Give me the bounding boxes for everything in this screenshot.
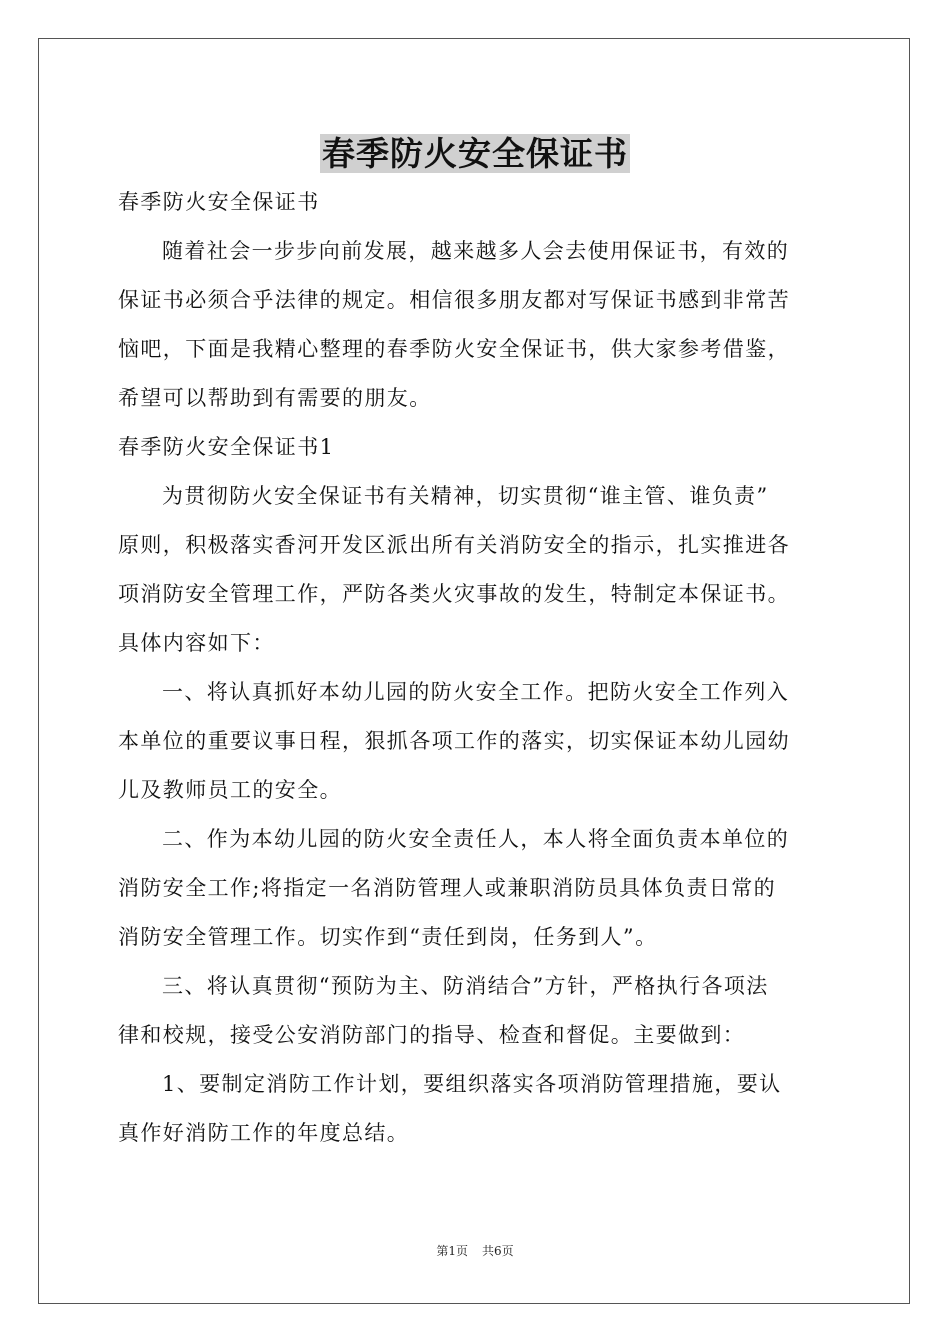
page-number: 第1页 [436,1244,468,1258]
paragraph-line: 消防安全管理工作。切实作到“责任到岗，任务到人”。 [118,925,658,949]
paragraph-line: 原则，积极落实香河开发区派出所有关消防安全的指示，扎实推进各 [118,533,790,557]
paragraph-line: 1、要制定消防工作计划，要组织落实各项消防管理措施，要认 [162,1072,782,1096]
paragraph-line: 为贯彻防火安全保证书有关精神，切实贯彻“谁主管、谁负责” [162,484,769,508]
paragraph-line: 本单位的重要议事日程，狠抓各项工作的落实，切实保证本幼儿园幼 [118,729,790,753]
paragraph-line: 保证书必须合乎法律的规定。相信很多朋友都对写保证书感到非常苦 [118,288,790,312]
paragraph-line: 恼吧，下面是我精心整理的春季防火安全保证书，供大家参考借鉴， [118,337,790,361]
paragraph-line: 消防安全工作;将指定一名消防管理人或兼职消防员具体负责日常的 [118,876,777,900]
paragraph-line: 希望可以帮助到有需要的朋友。 [118,386,432,410]
document-title-text: 春季防火安全保证书 [322,134,628,173]
document-title [0,128,950,175]
paragraph-line: 三、将认真贯彻“预防为主、防消结合”方针，严格执行各项法 [162,974,769,998]
paragraph-line: 一、将认真抓好本幼儿园的防火安全工作。把防火安全工作列入 [162,680,790,704]
paragraph-line: 儿及教师员工的安全。 [118,778,342,802]
paragraph-line: 二、作为本幼儿园的防火安全责任人，本人将全面负责本单位的 [162,827,790,851]
page-footer [0,1242,950,1259]
paragraph-line: 随着社会一步步向前发展，越来越多人会去使用保证书，有效的 [162,239,790,263]
paragraph-line: 律和校规，接受公安消防部门的指导、检查和督促。主要做到： [118,1023,746,1047]
section-heading: 春季防火安全保证书1 [118,435,335,459]
paragraph-line: 真作好消防工作的年度总结。 [118,1121,410,1145]
subtitle-line: 春季防火安全保证书 [118,190,320,214]
document-body [118,178,834,1158]
paragraph-line: 具体内容如下： [118,631,275,655]
paragraph-line: 项消防安全管理工作，严防各类火灾事故的发生，特制定本保证书。 [118,582,790,606]
page-total: 共6页 [482,1244,514,1258]
